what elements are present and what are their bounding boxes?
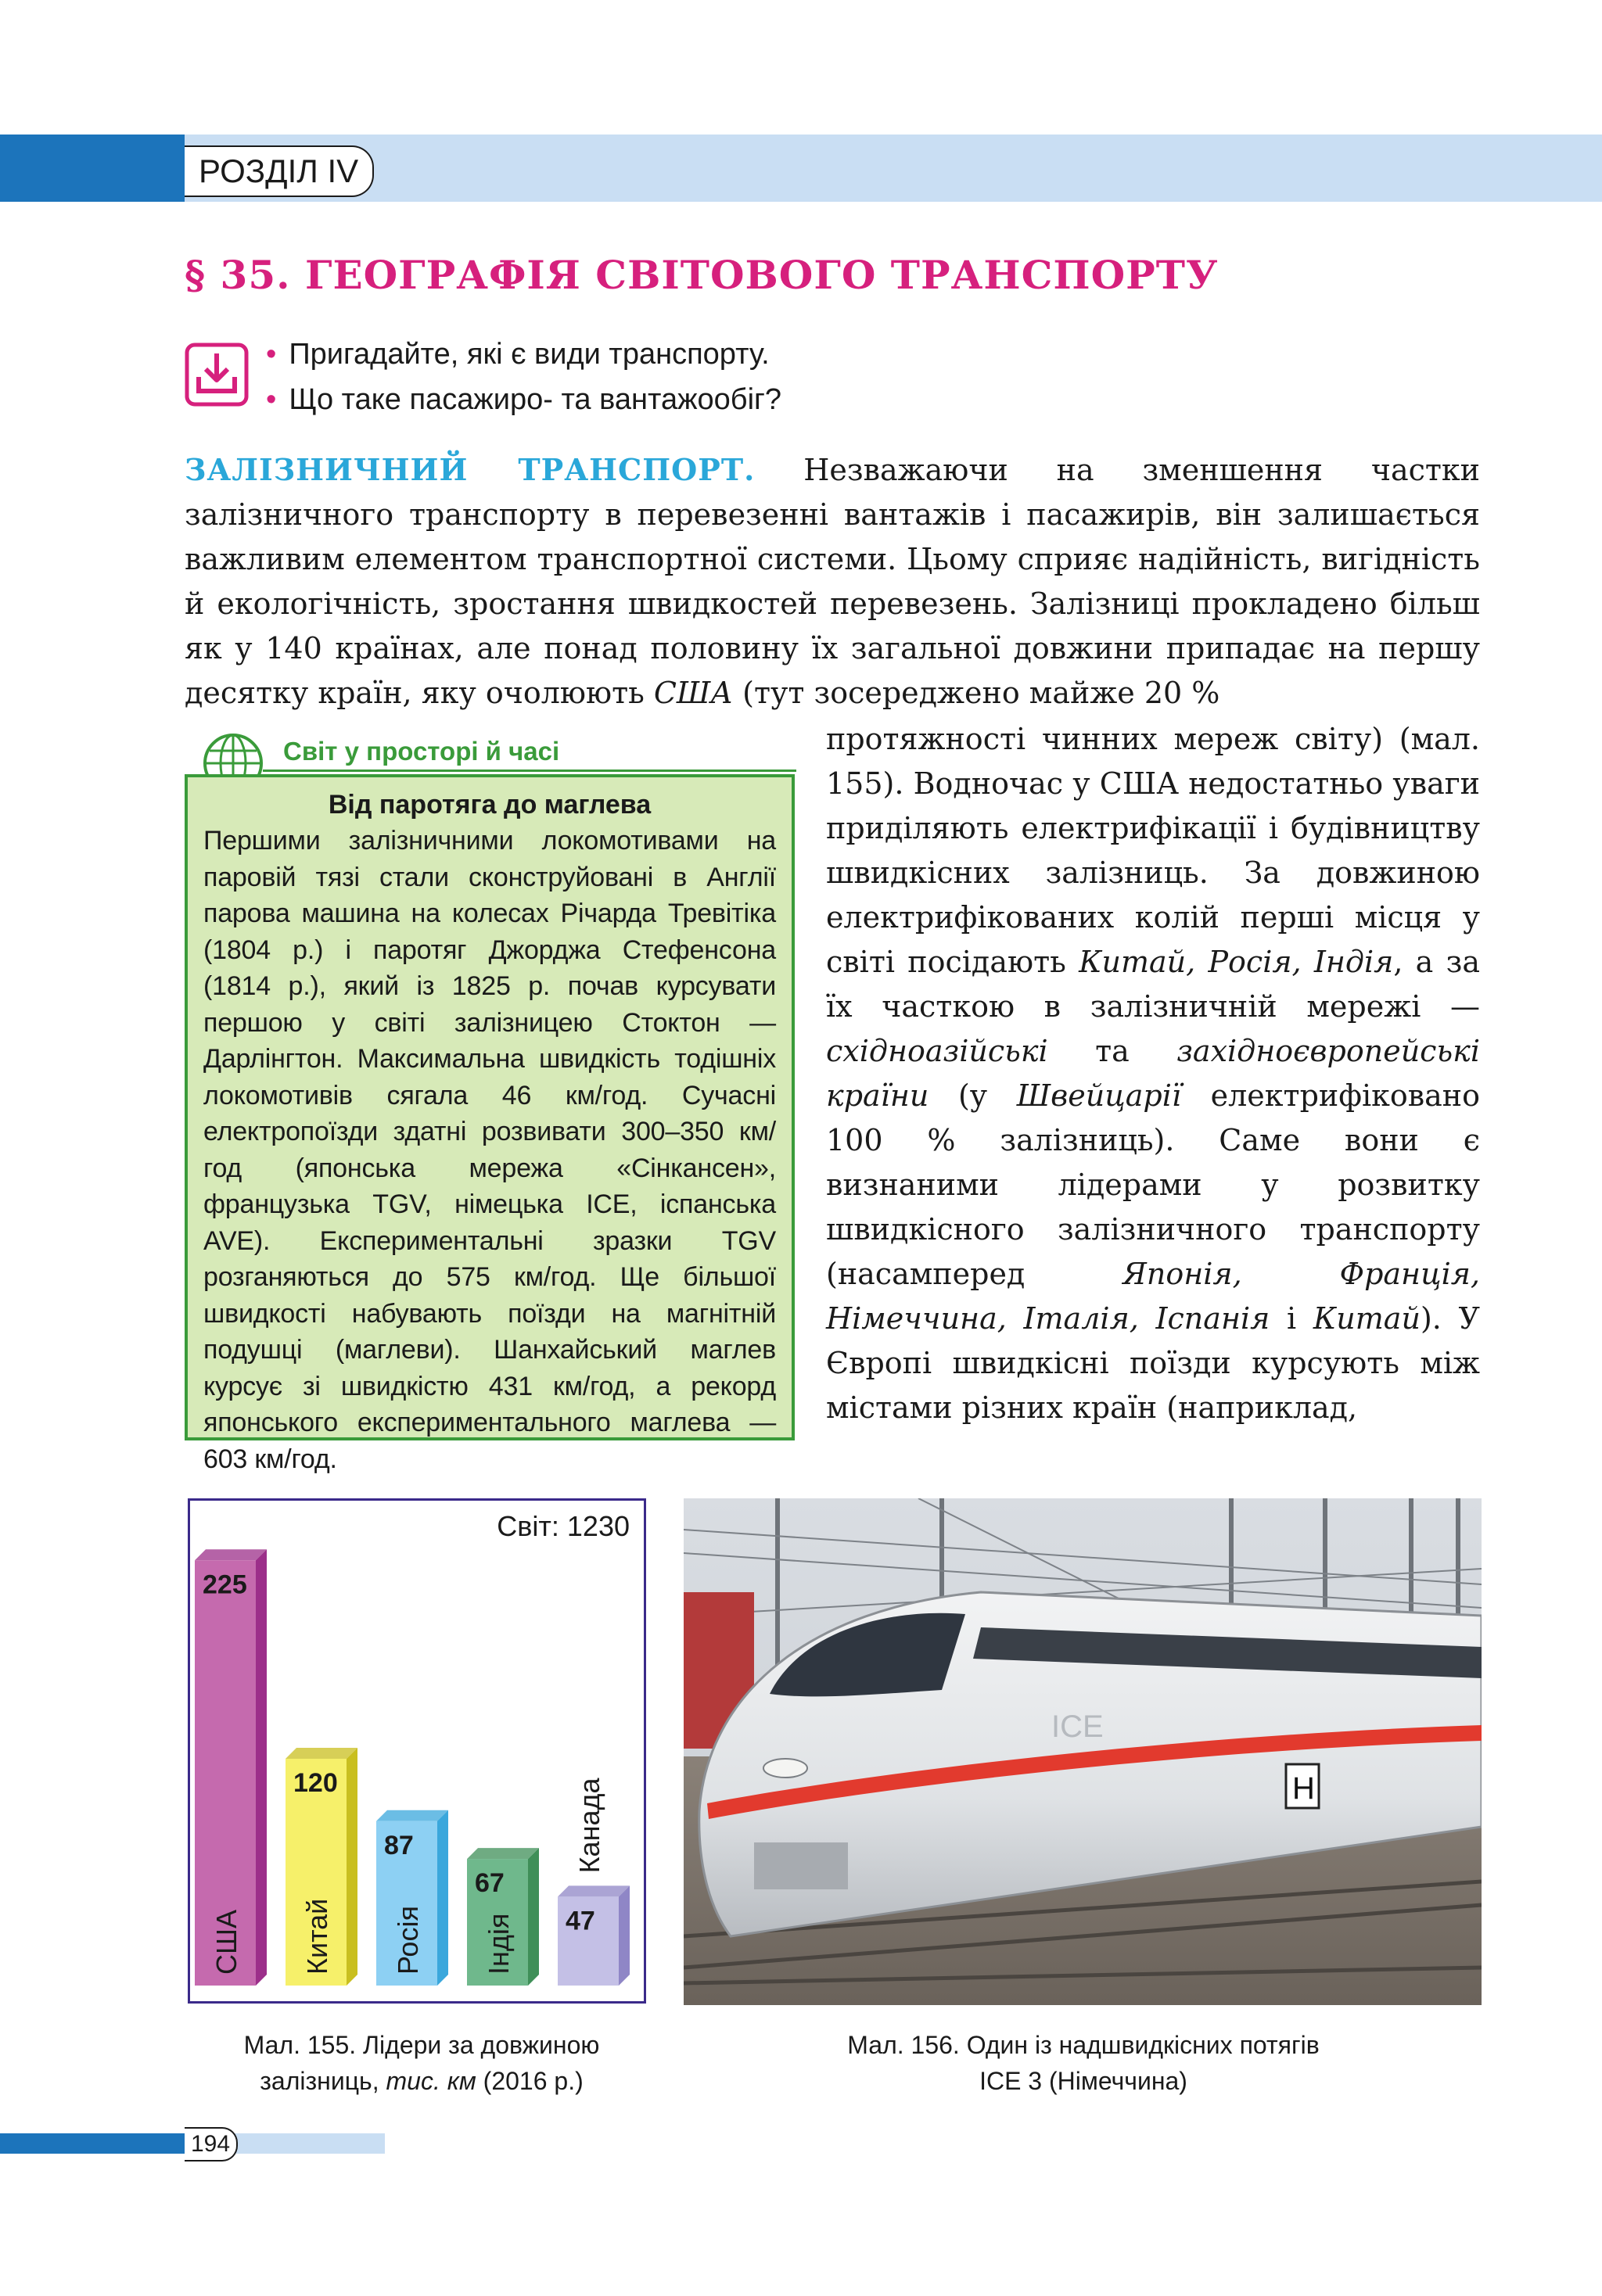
- section-label: РОЗДІЛ IV: [185, 145, 374, 197]
- page-title: § 35. ГЕОГРАФІЯ СВІТОВОГО ТРАНСПОРТУ: [185, 252, 1219, 298]
- sidebar-header-line: [263, 770, 796, 772]
- chart-category-label: США: [210, 1909, 242, 1975]
- keyword: ЗАЛІЗНИЧНИЙ ТРАНСПОРТ.: [185, 452, 756, 487]
- chart-value-label: 67: [475, 1868, 505, 1899]
- sidebar-header: Світ у просторі й часі: [283, 737, 560, 766]
- railway-length-chart: [188, 1498, 646, 2004]
- sidebar-title: Від паротяга до маглева: [328, 790, 652, 820]
- recall-list: [266, 332, 781, 422]
- paragraph-continued: протяжності чинних мереж світу) (мал. 155). Водночас у США недостатньо уваги приділяють електрифікації і будівництву швидкісних залізниць. За довжиною електрифікованих колій перші місця у світі посідають Китай, Росія, Індія, а за їх часткою в залізничній мережі — східноазійські та західноєвропейські країни (у Швейцарії електрифіковано 100 % залізниць). Саме вони є визнаними лідерами у розвитку швидкісного залізничного транспорту (насамперед Японія, Франція, Німеччина, Італія, Іспанія і Китай). У Європі швидкісні поїзди курсують між містами різних країн (наприклад,: [826, 722, 1481, 1425]
- header-band-accent: [0, 135, 185, 202]
- list-item: • Що таке пасажиро- та вантажообіг?: [266, 383, 782, 416]
- caption-fig155: Мал. 155. Лідери за довжиною залізниць, тис. км (2016 р.): [243, 2031, 600, 2095]
- chart-value-label: 120: [293, 1768, 338, 1798]
- sidebar-text: Першими залізничними локомотивами на паровій тязі стали сконструйовані в Англії парова машина на колесах Річарда Тревітіка (1804 р.) і паротяг Джорджа Стефенсона (1814 р.), який із 1825 р. почав курсувати першою у світі залізницею Стоктон — Дарлінгтон. Максимальна швидкість тодішніх локомотивів сягала 46 км/год. Сучасні електропоїзди здатні розвивати 300–350 км/год (японська мережа «Сінкансен», французька TGV, німецька ICE, іспанська AVE). Експериментальні зразки TGV розганяються до 575 км/год. Ще більшої швидкості набувають поїзди на магнітній подушці (маглеви). Шанхайський маглев курсує зі швидкістю 431 км/год, а рекорд японського експериментального маглева — 603 км/год.: [203, 826, 776, 1474]
- caption-fig156: Мал. 156. Один із надшвидкісних потягів ICE 3 (Німеччина): [847, 2031, 1320, 2095]
- sidebar-box: [185, 774, 795, 1474]
- chart-category-label: Канада: [573, 1778, 605, 1874]
- paragraph-intro: ЗАЛІЗНИЧНИЙ ТРАНСПОРТ. Незважаючи на зменшення частки залізничного транспорту в перевезенні вантажів і пасажирів, він залишається важливим елементом транспортної системи. Цьому сприяє надійність, вигідність й екологічність, зростання швидкостей перевезень. Залізниці прокладено більш як у 140 країнах, але понад половину їх загальної довжини припадає на першу десятку країн, яку очолюють США (тут зосереджено майже 20 %: [185, 452, 1480, 710]
- train-logo: ICE: [1051, 1709, 1104, 1744]
- chart-category-label: Китай: [301, 1898, 333, 1975]
- chart-category-label: Росія: [392, 1906, 424, 1975]
- list-item: • Пригадайте, які є види транспорту.: [266, 338, 770, 371]
- chart-value-label: 225: [203, 1570, 247, 1600]
- page-number: 194: [185, 2127, 238, 2161]
- platform-sign: H: [1292, 1771, 1315, 1806]
- footer-band-accent: [0, 2133, 185, 2154]
- chart-category-label: Індія: [483, 1913, 515, 1975]
- chart-annotation: Світ: 1230: [497, 1510, 630, 1542]
- chart-value-label: 87: [384, 1830, 414, 1860]
- chart-value-label: 47: [566, 1906, 595, 1936]
- chart-svg: [190, 1501, 644, 2001]
- train-photo: [684, 1498, 1482, 2005]
- download-icon: [185, 343, 249, 407]
